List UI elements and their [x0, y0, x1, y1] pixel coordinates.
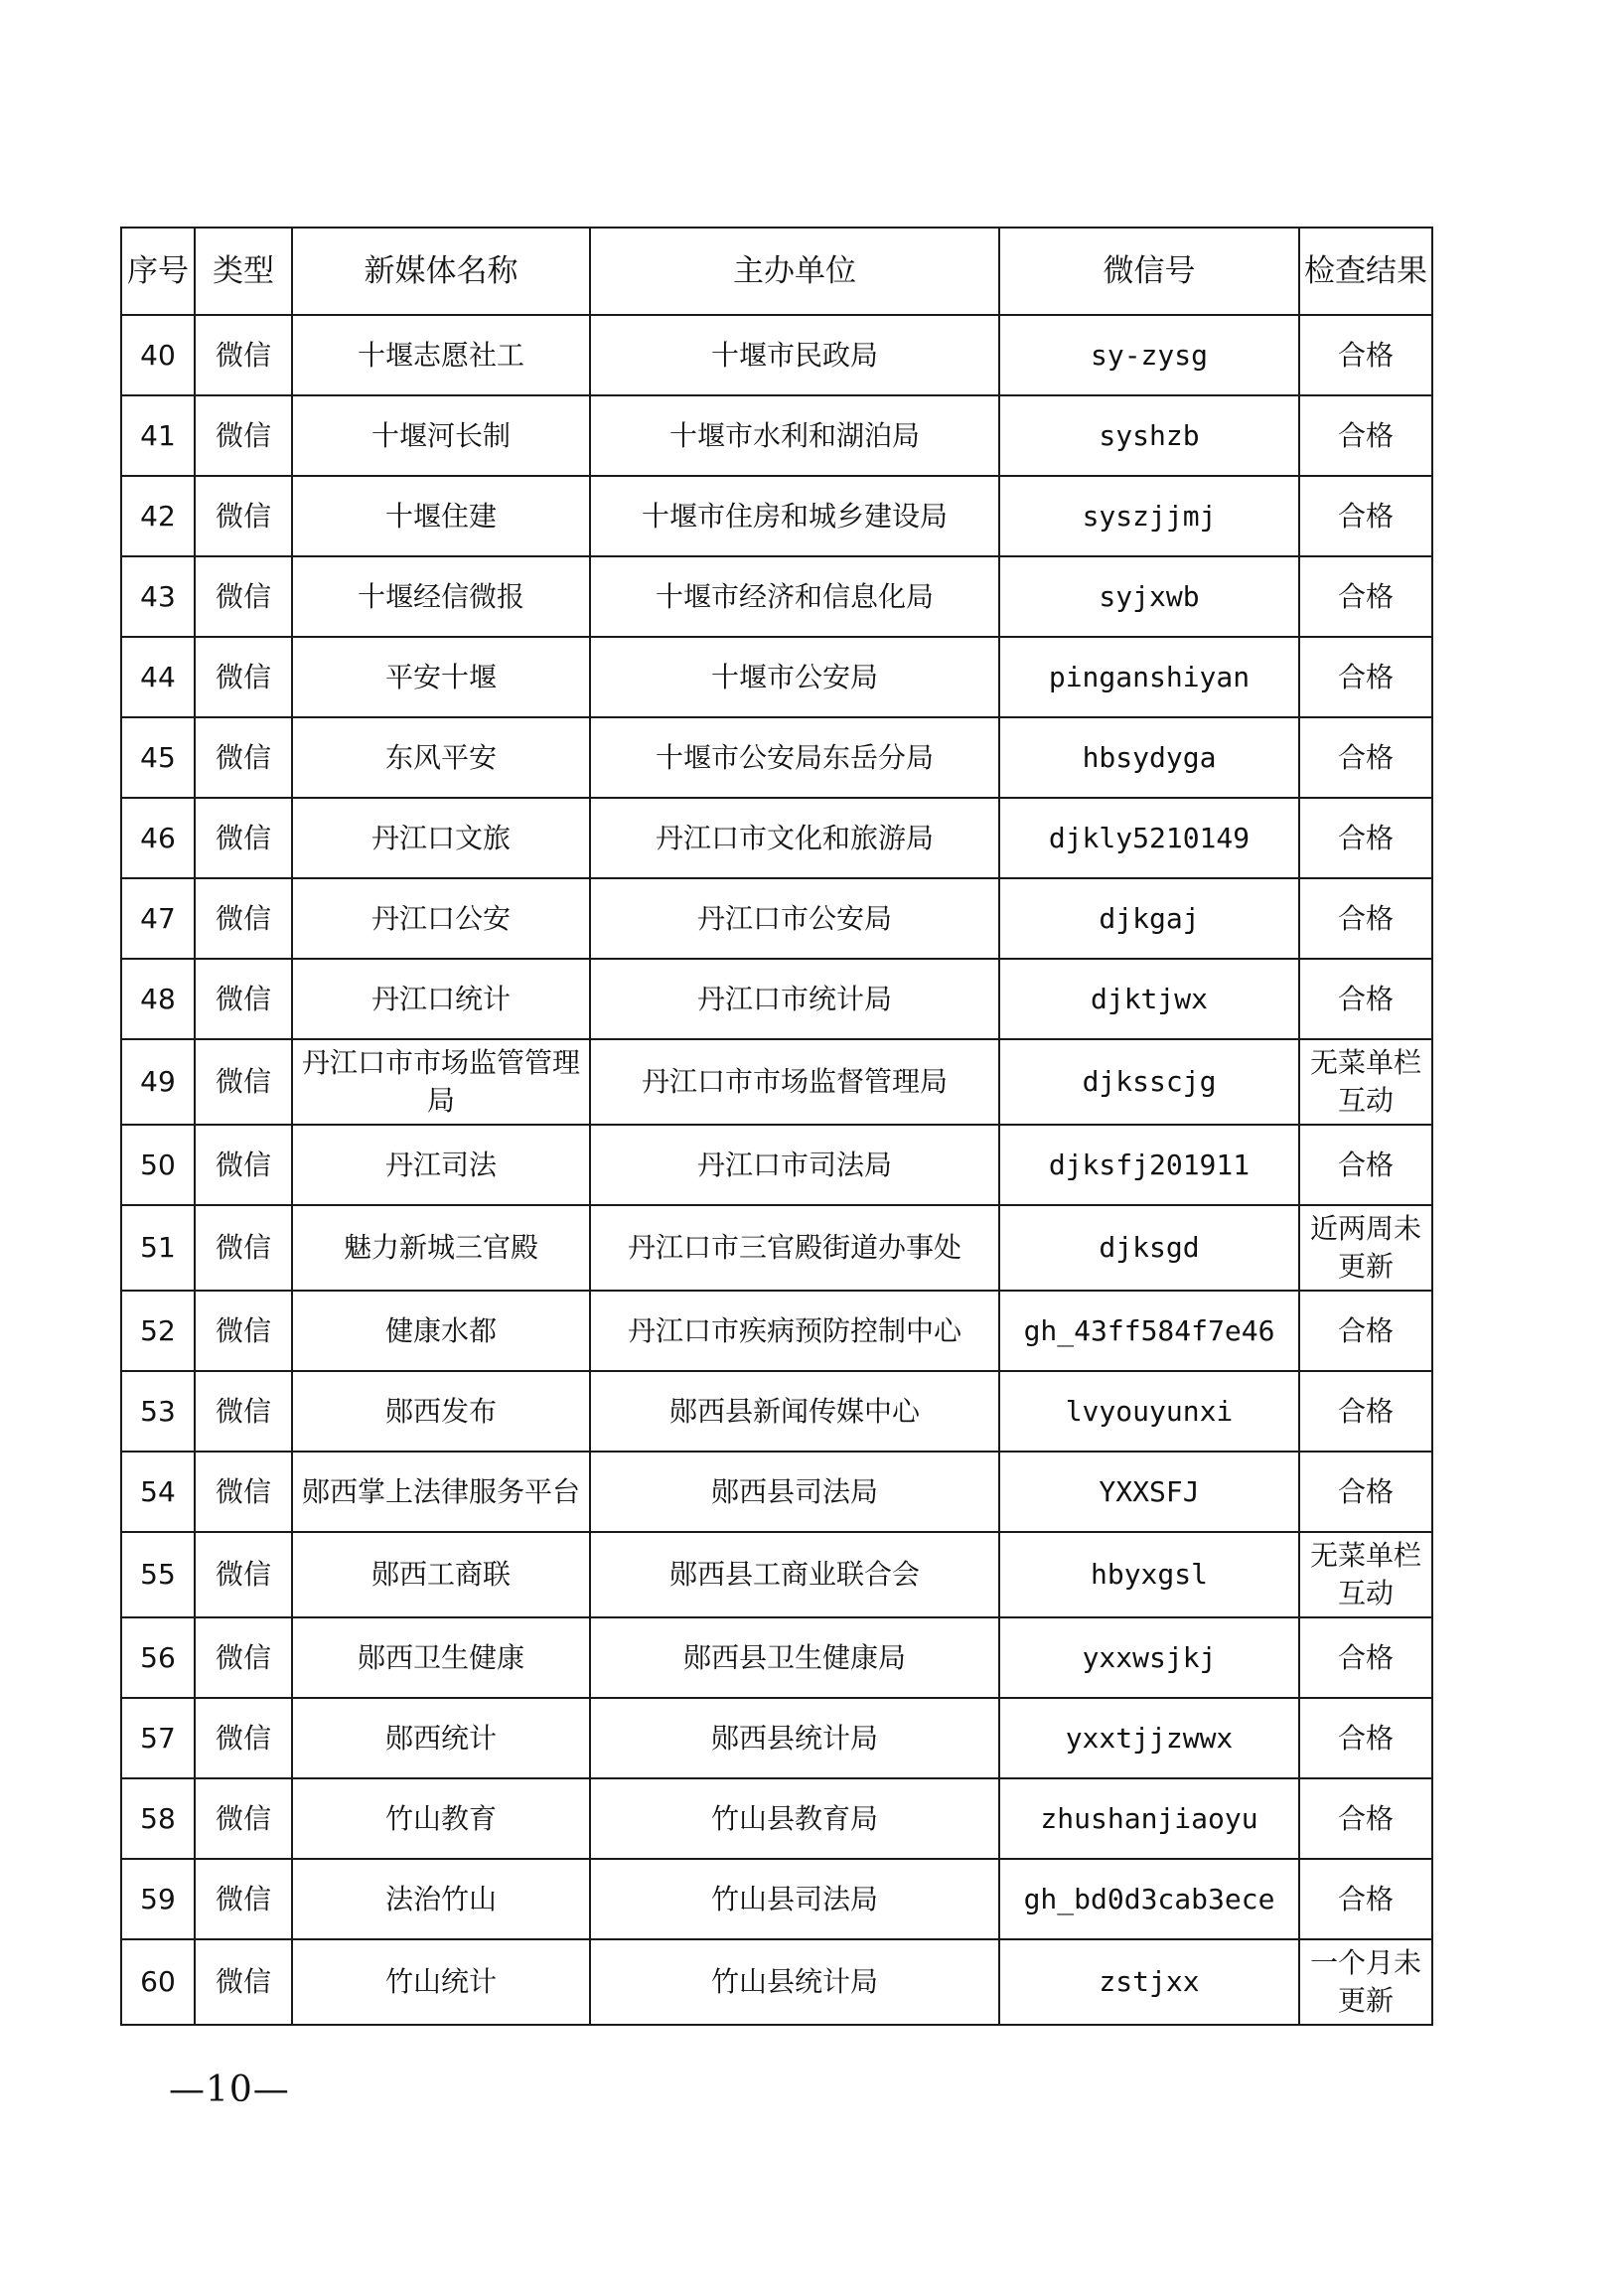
cell-wechat-id: syszjjmj: [999, 476, 1299, 556]
cell-seq: 57: [121, 1698, 195, 1778]
cell-seq: 47: [121, 878, 195, 959]
cell-result: 合格: [1299, 1859, 1432, 1939]
cell-media-name: 丹江口文旅: [292, 798, 590, 878]
table-row: [121, 1205, 1432, 1291]
cell-wechat-id: lvyouyunxi: [999, 1371, 1299, 1452]
cell-result: 合格: [1299, 1452, 1432, 1532]
header-type: 类型: [195, 228, 292, 315]
cell-organizer: 丹江口市市场监督管理局: [590, 1039, 999, 1125]
cell-seq: 46: [121, 798, 195, 878]
cell-wechat-id: zhushanjiaoyu: [999, 1778, 1299, 1859]
cell-wechat-id: pinganshiyan: [999, 637, 1299, 717]
cell-media-name: 十堰经信微报: [292, 556, 590, 637]
cell-media-name: 郧西统计: [292, 1698, 590, 1778]
cell-wechat-id: YXXSFJ: [999, 1452, 1299, 1532]
cell-wechat-id: djktjwx: [999, 959, 1299, 1039]
cell-seq: 42: [121, 476, 195, 556]
cell-type: 微信: [195, 1698, 292, 1778]
cell-organizer: 丹江口市司法局: [590, 1125, 999, 1205]
cell-result: 合格: [1299, 637, 1432, 717]
cell-media-name: 东风平安: [292, 717, 590, 798]
header-media-name: 新媒体名称: [292, 228, 590, 315]
cell-wechat-id: djksgd: [999, 1205, 1299, 1291]
cell-seq: 50: [121, 1125, 195, 1205]
table-row: [121, 395, 1432, 476]
cell-seq: 60: [121, 1939, 195, 2025]
cell-type: 微信: [195, 315, 292, 395]
cell-organizer: 十堰市经济和信息化局: [590, 556, 999, 637]
cell-organizer: 竹山县统计局: [590, 1939, 999, 2025]
cell-media-name: 竹山教育: [292, 1778, 590, 1859]
cell-seq: 43: [121, 556, 195, 637]
cell-wechat-id: djksfj201911: [999, 1125, 1299, 1205]
table-row: [121, 1532, 1432, 1617]
table-body: [121, 315, 1432, 2025]
page-number: —10—: [169, 2069, 290, 2110]
table-row: [121, 717, 1432, 798]
cell-seq: 56: [121, 1617, 195, 1698]
cell-organizer: 丹江口市疾病预防控制中心: [590, 1291, 999, 1371]
cell-seq: 48: [121, 959, 195, 1039]
cell-result: 合格: [1299, 1698, 1432, 1778]
cell-type: 微信: [195, 878, 292, 959]
table-row: [121, 1859, 1432, 1939]
cell-type: 微信: [195, 1039, 292, 1125]
cell-wechat-id: djksscjg: [999, 1039, 1299, 1125]
cell-result: 合格: [1299, 878, 1432, 959]
cell-result: 无菜单栏互动: [1299, 1039, 1432, 1125]
cell-seq: 49: [121, 1039, 195, 1125]
cell-organizer: 竹山县教育局: [590, 1778, 999, 1859]
cell-result: 合格: [1299, 476, 1432, 556]
cell-type: 微信: [195, 556, 292, 637]
cell-wechat-id: djkgaj: [999, 878, 1299, 959]
cell-result: 合格: [1299, 1778, 1432, 1859]
cell-result: 合格: [1299, 1125, 1432, 1205]
cell-result: 合格: [1299, 1371, 1432, 1452]
cell-wechat-id: gh_43ff584f7e46: [999, 1291, 1299, 1371]
cell-wechat-id: sy-zysg: [999, 315, 1299, 395]
cell-media-name: 法治竹山: [292, 1859, 590, 1939]
cell-result: 合格: [1299, 395, 1432, 476]
table-row: [121, 1617, 1432, 1698]
cell-wechat-id: djkly5210149: [999, 798, 1299, 878]
cell-type: 微信: [195, 637, 292, 717]
cell-type: 微信: [195, 798, 292, 878]
cell-seq: 58: [121, 1778, 195, 1859]
cell-seq: 51: [121, 1205, 195, 1291]
cell-type: 微信: [195, 1532, 292, 1617]
cell-organizer: 丹江口市公安局: [590, 878, 999, 959]
header-seq: 序号: [121, 228, 195, 315]
cell-media-name: 丹江司法: [292, 1125, 590, 1205]
cell-type: 微信: [195, 476, 292, 556]
cell-media-name: 丹江口统计: [292, 959, 590, 1039]
cell-organizer: 丹江口市文化和旅游局: [590, 798, 999, 878]
cell-organizer: 十堰市住房和城乡建设局: [590, 476, 999, 556]
cell-wechat-id: zstjxx: [999, 1939, 1299, 2025]
cell-organizer: 十堰市民政局: [590, 315, 999, 395]
cell-seq: 41: [121, 395, 195, 476]
cell-organizer: 郧西县统计局: [590, 1698, 999, 1778]
cell-type: 微信: [195, 1778, 292, 1859]
cell-seq: 45: [121, 717, 195, 798]
cell-type: 微信: [195, 1205, 292, 1291]
cell-type: 微信: [195, 959, 292, 1039]
header-wechat-id: 微信号: [999, 228, 1299, 315]
cell-media-name: 丹江口市市场监管管理局: [292, 1039, 590, 1125]
cell-organizer: 丹江口市统计局: [590, 959, 999, 1039]
cell-result: 无菜单栏互动: [1299, 1532, 1432, 1617]
cell-media-name: 郧西发布: [292, 1371, 590, 1452]
cell-wechat-id: yxxtjjzwwx: [999, 1698, 1299, 1778]
cell-type: 微信: [195, 1371, 292, 1452]
cell-media-name: 郧西工商联: [292, 1532, 590, 1617]
table-row: [121, 1939, 1432, 2025]
table-row: [121, 798, 1432, 878]
cell-organizer: 丹江口市三官殿街道办事处: [590, 1205, 999, 1291]
table-row: [121, 1125, 1432, 1205]
cell-result: 合格: [1299, 1617, 1432, 1698]
table-row: [121, 1039, 1432, 1125]
table-row: [121, 1698, 1432, 1778]
cell-type: 微信: [195, 1125, 292, 1205]
cell-seq: 40: [121, 315, 195, 395]
cell-media-name: 竹山统计: [292, 1939, 590, 2025]
cell-type: 微信: [195, 395, 292, 476]
table-row: [121, 1371, 1432, 1452]
cell-result: 近两周未更新: [1299, 1205, 1432, 1291]
table-row: [121, 637, 1432, 717]
table-header-row: [121, 228, 1432, 315]
cell-media-name: 郧西掌上法律服务平台: [292, 1452, 590, 1532]
cell-seq: 53: [121, 1371, 195, 1452]
cell-organizer: 竹山县司法局: [590, 1859, 999, 1939]
cell-organizer: 郧西县司法局: [590, 1452, 999, 1532]
table-row: [121, 1291, 1432, 1371]
cell-result: 合格: [1299, 798, 1432, 878]
cell-media-name: 平安十堰: [292, 637, 590, 717]
cell-result: 合格: [1299, 717, 1432, 798]
cell-organizer: 郧西县卫生健康局: [590, 1617, 999, 1698]
cell-media-name: 十堰住建: [292, 476, 590, 556]
cell-organizer: 十堰市公安局东岳分局: [590, 717, 999, 798]
cell-result: 合格: [1299, 959, 1432, 1039]
cell-seq: 52: [121, 1291, 195, 1371]
cell-type: 微信: [195, 1939, 292, 2025]
cell-seq: 44: [121, 637, 195, 717]
cell-result: 一个月未更新: [1299, 1939, 1432, 2025]
cell-wechat-id: hbsydyga: [999, 717, 1299, 798]
cell-media-name: 魅力新城三官殿: [292, 1205, 590, 1291]
cell-media-name: 十堰河长制: [292, 395, 590, 476]
cell-seq: 55: [121, 1532, 195, 1617]
table-row: [121, 476, 1432, 556]
table-row: [121, 1778, 1432, 1859]
cell-wechat-id: syshzb: [999, 395, 1299, 476]
cell-seq: 59: [121, 1859, 195, 1939]
table-row: [121, 315, 1432, 395]
cell-media-name: 郧西卫生健康: [292, 1617, 590, 1698]
table-row: [121, 959, 1432, 1039]
cell-wechat-id: gh_bd0d3cab3ece: [999, 1859, 1299, 1939]
cell-organizer: 十堰市水利和湖泊局: [590, 395, 999, 476]
cell-wechat-id: hbyxgsl: [999, 1532, 1299, 1617]
cell-media-name: 丹江口公安: [292, 878, 590, 959]
cell-organizer: 十堰市公安局: [590, 637, 999, 717]
table-row: [121, 556, 1432, 637]
cell-media-name: 健康水都: [292, 1291, 590, 1371]
cell-type: 微信: [195, 717, 292, 798]
cell-type: 微信: [195, 1452, 292, 1532]
cell-organizer: 郧西县工商业联合会: [590, 1532, 999, 1617]
cell-media-name: 十堰志愿社工: [292, 315, 590, 395]
cell-wechat-id: syjxwb: [999, 556, 1299, 637]
cell-seq: 54: [121, 1452, 195, 1532]
table-row: [121, 1452, 1432, 1532]
cell-result: 合格: [1299, 556, 1432, 637]
cell-wechat-id: yxxwsjkj: [999, 1617, 1299, 1698]
cell-result: 合格: [1299, 315, 1432, 395]
new-media-inspection-table: [120, 227, 1433, 2026]
cell-type: 微信: [195, 1291, 292, 1371]
cell-type: 微信: [195, 1617, 292, 1698]
cell-result: 合格: [1299, 1291, 1432, 1371]
cell-type: 微信: [195, 1859, 292, 1939]
table-row: [121, 878, 1432, 959]
header-organizer: 主办单位: [590, 228, 999, 315]
header-result: 检查结果: [1299, 228, 1432, 315]
cell-organizer: 郧西县新闻传媒中心: [590, 1371, 999, 1452]
